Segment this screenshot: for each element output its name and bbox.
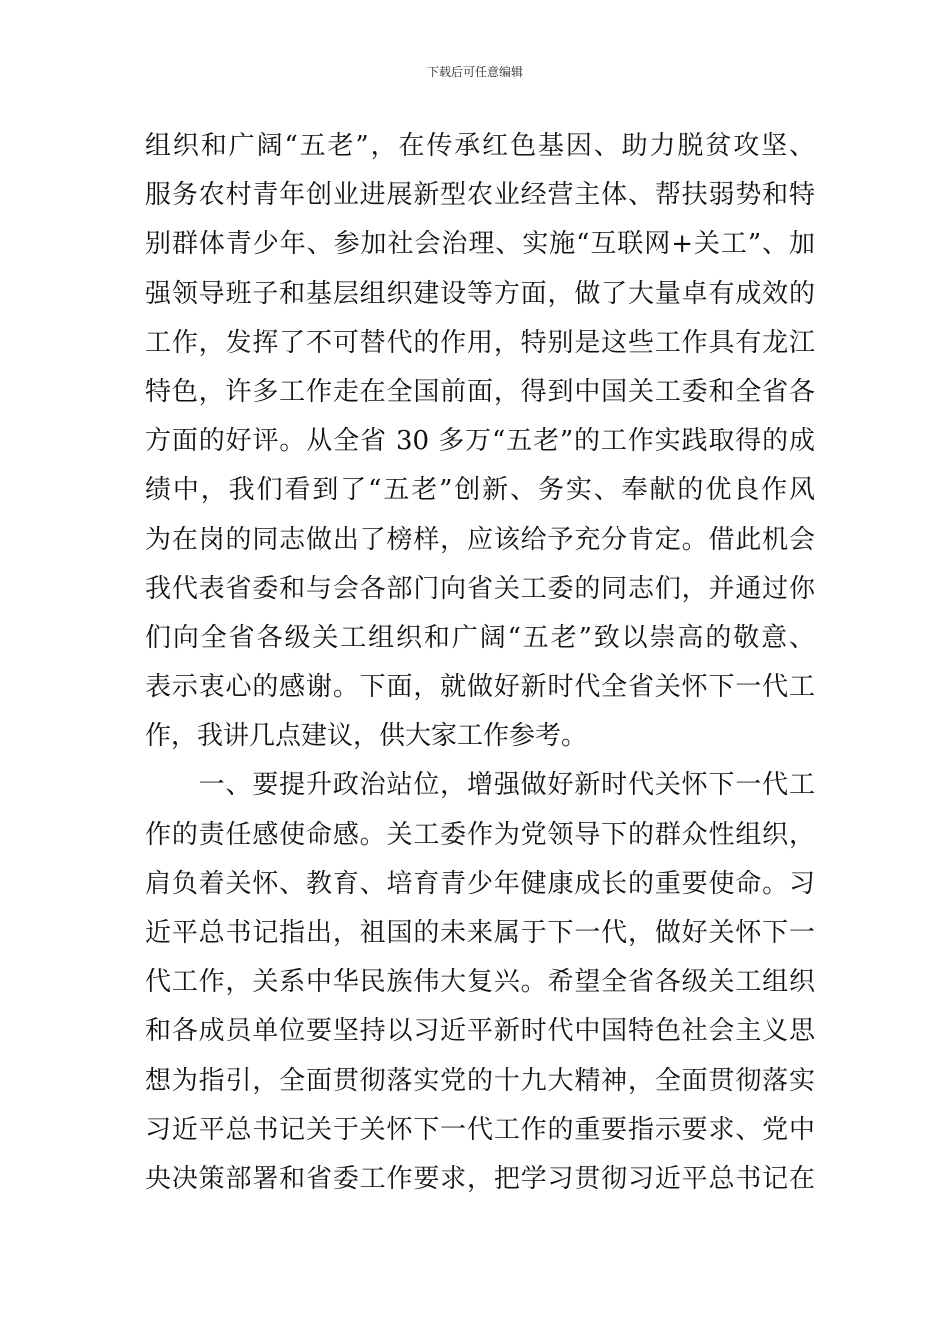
text-line: 绩中，我们看到了“五老”创新、务实、奉献的优良作风 [145, 475, 815, 506]
text-line: 别群体青少年、参加社会治理、实施“互联网+关工”、加 [145, 229, 815, 260]
text-line: 服务农村青年创业进展新型农业经营主体、帮扶弱势和特 [145, 180, 815, 211]
text-line: 工作，发挥了不可替代的作用，特别是这些工作具有龙江 [145, 327, 815, 358]
body-text [145, 122, 815, 1204]
text-line: 为在岗的同志做出了榜样，应该给予充分肯定。借此机会 [145, 524, 815, 555]
text-line: 一、要提升政治站位，增强做好新时代关怀下一代工 [145, 770, 815, 801]
page-header: 下载后可任意编辑 [426, 65, 523, 79]
text-line: 作的责任感使命感。关工委作为党领导下的群众性组织， [145, 819, 815, 850]
paragraph-end-line: 作，我讲几点建议，供大家工作参考。 [145, 721, 588, 752]
text-line: 组织和广阔“五老”，在传承红色基因、助力脱贫攻坚、 [145, 131, 815, 161]
text-line: 肩负着关怀、教育、培育青少年健康成长的重要使命。习 [145, 868, 815, 899]
text-line: 央决策部署和省委工作要求，把学习贯彻习近平总书记在 [145, 1163, 815, 1194]
text-line: 和各成员单位要坚持以习近平新时代中国特色社会主义思 [145, 1016, 815, 1047]
text-line: 们向全省各级关工组织和广阔“五老”致以崇高的敬意、 [145, 622, 815, 653]
text-line: 方面的好评。从全省 30 多万“五老”的工作实践取得的成 [145, 426, 815, 457]
text-line: 我代表省委和与会各部门向省关工委的同志们，并通过你 [145, 573, 815, 604]
text-line: 表示衷心的感谢。下面，就做好新时代全省关怀下一代工 [145, 672, 815, 703]
text-line: 想为指引，全面贯彻落实党的十九大精神，全面贯彻落实 [145, 1065, 815, 1096]
text-line: 代工作，关系中华民族伟大复兴。希望全省各级关工组织 [145, 967, 815, 998]
text-line: 强领导班子和基层组织建设等方面，做了大量卓有成效的 [145, 278, 815, 309]
text-line: 习近平总书记关于关怀下一代工作的重要指示要求、党中 [145, 1114, 815, 1145]
text-line: 特色，许多工作走在全国前面，得到中国关工委和全省各 [145, 376, 815, 407]
text-line: 近平总书记指出，祖国的未来属于下一代，做好关怀下一 [145, 918, 815, 948]
